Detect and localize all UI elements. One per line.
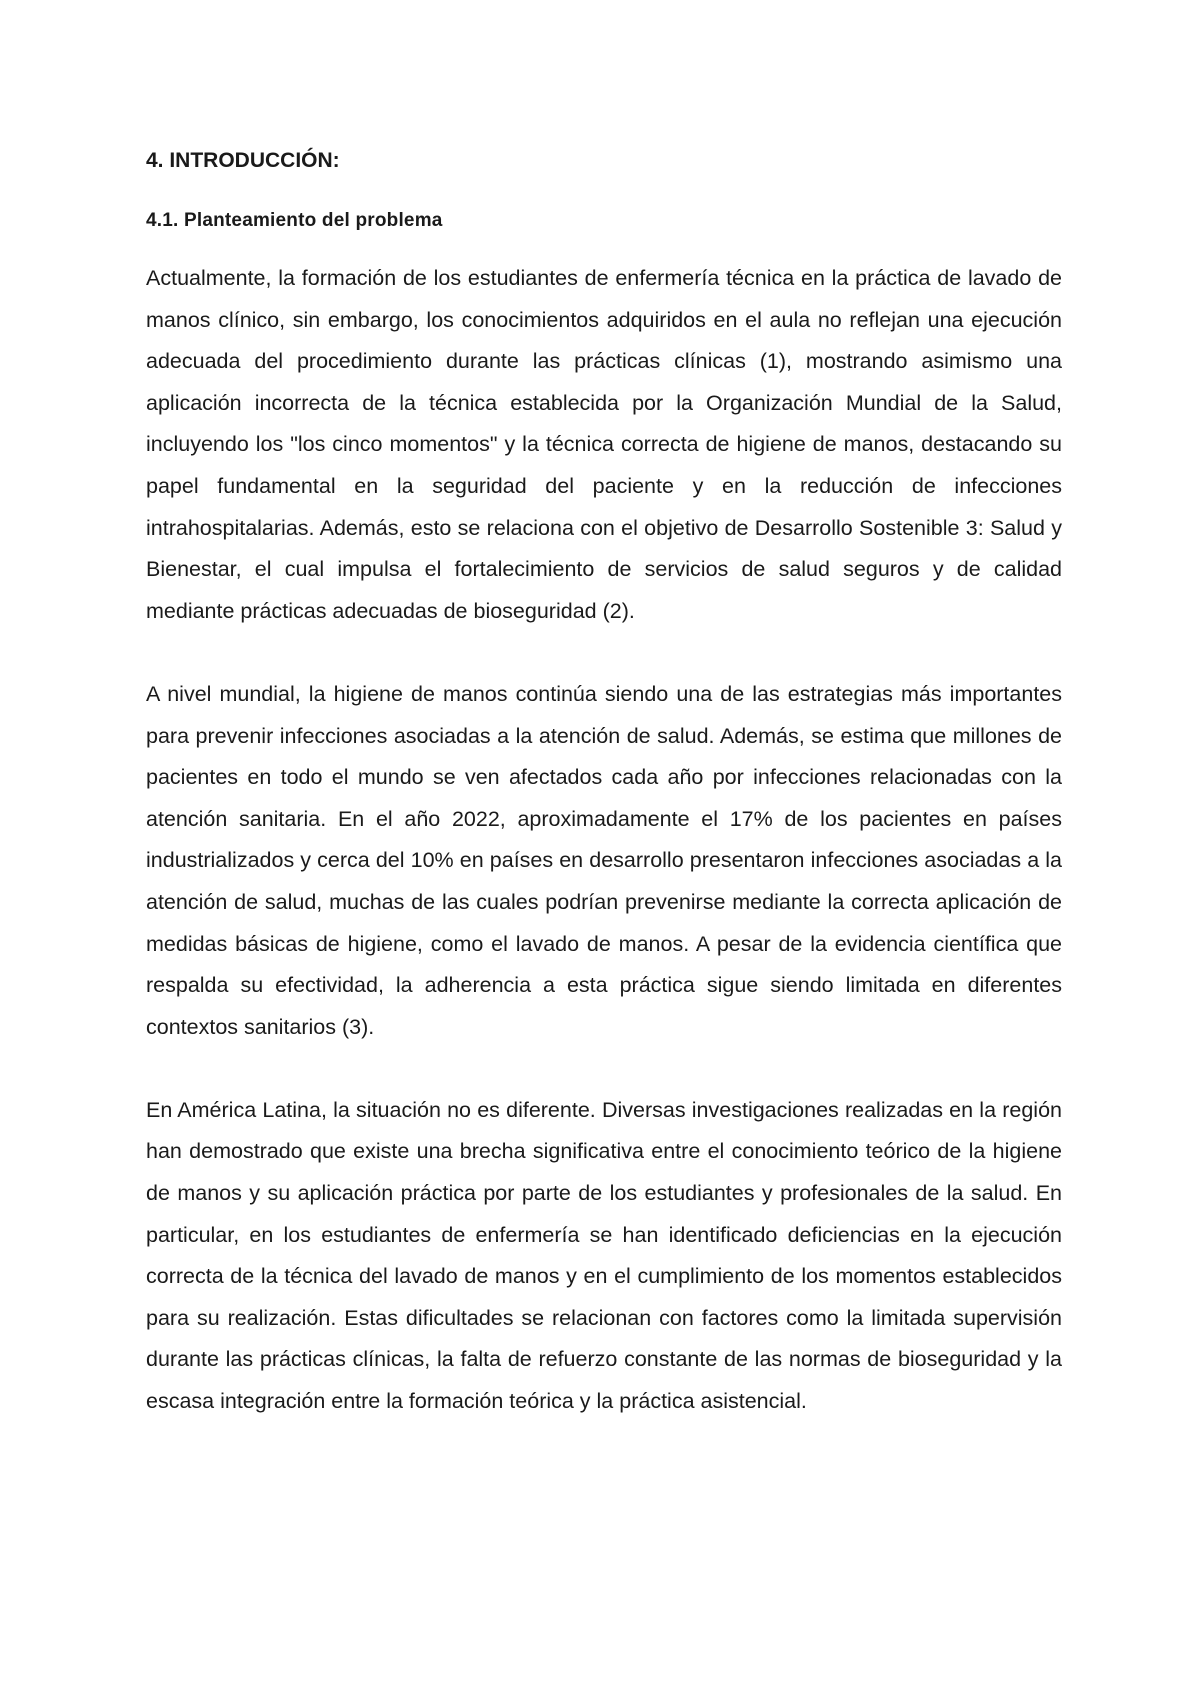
document-body	[146, 146, 1062, 1423]
subsection-title: 4.1. Planteamiento del problema	[146, 210, 443, 231]
paragraph-3: En América Latina, la situación no es diferente. Diversas investigaciones realizadas en la región han demostrado que existe una brecha significativa entre el conocimiento teórico de la higiene de manos y su aplicación práctica por parte de los estudiantes y profesionales de la salud. En particular, en los estudiantes de enfermería se han identificado deficiencias en la ejecución correcta de la técnica del lavado de manos y en el cumplimiento de los momentos establecidos para su realización. Estas dificultades se relacionan con factores como la limitada supervisión durante las prácticas clínicas, la falta de refuerzo constante de las normas de bioseguridad y la escasa integración entre la formación teórica y la práctica asistencial.	[146, 1097, 1062, 1414]
paragraph-1: Actualmente, la formación de los estudiantes de enfermería técnica en la práctica de lavado de manos clínico, sin embargo, los conocimientos adquiridos en el aula no reflejan una ejecución adecuada del procedimiento durante las prácticas clínicas (1), mostrando asimismo una aplicación incorrecta de la técnica establecida por la Organización Mundial de la Salud, incluyendo los "los cinco momentos" y la técnica correcta de higiene de manos, destacando su papel fundamental en la seguridad del paciente y en la reducción de infecciones intrahospitalarias. Además, esto se relaciona con el objetivo de Desarrollo Sostenible 3: Salud y Bienestar, el cual impulsa el fortalecimiento de servicios de salud seguros y de calidad mediante prácticas adecuadas de bioseguridad (2).	[146, 266, 1062, 623]
paragraph-2: A nivel mundial, la higiene de manos continúa siendo una de las estrategias más importantes para prevenir infecciones asociadas a la atención de salud. Además, se estima que millones de pacientes en todo el mundo se ven afectados cada año por infecciones relacionadas con la atención sanitaria. En el año 2022, aproximadamente el 17% de los pacientes en países industrializados y cerca del 10% en países en desarrollo presentaron infecciones asociadas a la atención de salud, muchas de las cuales podrían prevenirse mediante la correcta aplicación de medidas básicas de higiene, como el lavado de manos. A pesar de la evidencia científica que respalda su efectividad, la adherencia a esta práctica sigue siendo limitada en diferentes contextos sanitarios (3).	[146, 681, 1062, 1039]
section-title: 4. INTRODUCCIÓN:	[146, 149, 340, 172]
